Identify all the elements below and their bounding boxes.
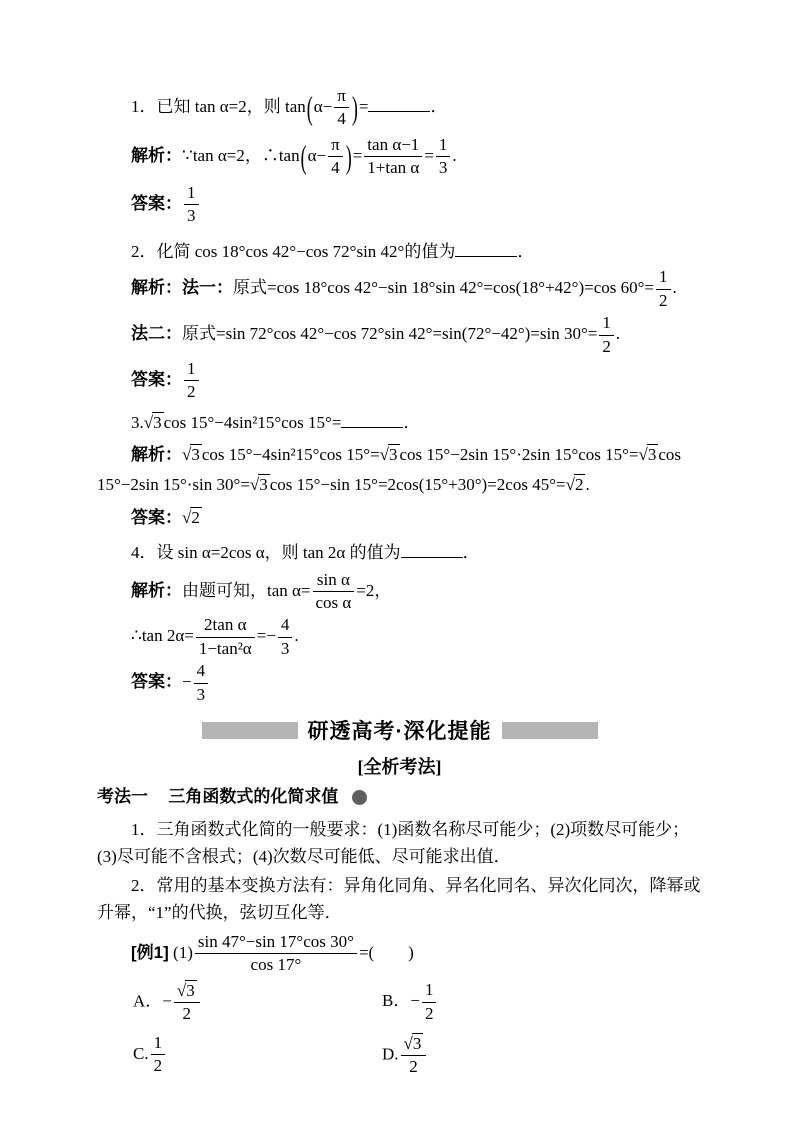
- option-a-label: A．−: [133, 991, 172, 1011]
- statement-text: 2．化简 cos 18°cos 42°−cos 72°sin 42°的值为: [131, 242, 456, 262]
- answer-label: 答案：: [131, 672, 182, 692]
- analysis-text: .: [672, 278, 677, 298]
- fraction: [278, 615, 293, 659]
- answer-label: 答案：: [131, 507, 182, 527]
- numerator: [174, 980, 200, 1003]
- statement-text: 4．设 sin α=2cos α，则 tan 2α 的值为: [131, 542, 401, 562]
- sqrt-sign: √: [249, 474, 260, 494]
- fraction: [174, 980, 200, 1025]
- answer-label: 答案：: [131, 369, 182, 389]
- option-b-label: B．−: [382, 991, 420, 1011]
- fraction: [422, 980, 437, 1024]
- fraction: [328, 135, 343, 179]
- fraction: [599, 313, 614, 357]
- sqrt-sign: √: [143, 412, 154, 432]
- denominator: cos 17°: [250, 955, 302, 975]
- sqrt-sign: √: [565, 474, 575, 494]
- analysis-text: =2，: [356, 580, 392, 600]
- analysis-label: 解析：: [131, 580, 182, 600]
- analysis-text: .: [585, 474, 590, 494]
- analysis-label: 解析：: [131, 145, 182, 165]
- problem-2-analysis-method-1: [97, 267, 702, 311]
- fraction: [436, 135, 451, 179]
- problem-4-analysis-line-2: [97, 615, 702, 659]
- statement-text: ．: [517, 242, 535, 262]
- fraction: [364, 135, 422, 179]
- problem-4-statement: [97, 539, 702, 566]
- denominator: 2: [187, 382, 196, 402]
- decorative-bar-right: [502, 722, 598, 739]
- method-1-label: 法一：: [182, 278, 233, 298]
- fraction: [184, 183, 199, 227]
- section-header: [97, 715, 702, 745]
- statement-text: 1．已知 tan α=2，则 tan: [131, 96, 306, 116]
- left-paren: (: [300, 138, 307, 175]
- problem-2-answer: [97, 359, 702, 403]
- denominator: 3: [280, 638, 290, 658]
- analysis-text: cos 15°−4sin²15°cos 15°=: [201, 444, 380, 464]
- numerator: 1: [656, 267, 671, 289]
- part-label: (1): [173, 942, 193, 962]
- option-d-label: D.: [382, 1043, 399, 1063]
- example-1-statement: [97, 932, 702, 976]
- radical: [144, 413, 164, 432]
- problem-1-answer: [97, 183, 702, 227]
- numerator: tan α−1: [364, 135, 422, 157]
- bullet-icon: [352, 790, 367, 805]
- denominator: 2: [409, 1056, 418, 1076]
- fraction: [313, 570, 355, 614]
- numerator: π: [334, 86, 349, 108]
- right-paren: ): [351, 89, 358, 126]
- radical: [177, 981, 197, 1000]
- numerator: 1: [599, 313, 614, 335]
- analysis-label: 解析：: [131, 444, 182, 464]
- numerator: 1: [151, 1033, 166, 1055]
- option-a: [133, 980, 382, 1025]
- sqrt-sign: √: [176, 980, 187, 1000]
- answer-blank: [401, 542, 463, 557]
- method-one-heading: [97, 783, 702, 810]
- option-c-label: C.: [133, 1043, 149, 1063]
- numerator: [401, 1033, 427, 1056]
- sqrt-sign: √: [403, 1033, 413, 1053]
- radicand: 3: [186, 980, 195, 1000]
- analysis-text: α−: [307, 145, 327, 165]
- left-paren: (: [306, 89, 313, 126]
- analysis-text: =: [352, 145, 363, 165]
- radical: [182, 445, 202, 464]
- decorative-bar-left: [202, 722, 298, 739]
- radical: [182, 508, 202, 527]
- statement-text: ．: [462, 542, 480, 562]
- statement-text: α−: [313, 96, 333, 116]
- method-one-label: 考法一: [97, 787, 148, 807]
- analysis-text: =−: [256, 626, 276, 646]
- statement-text: 3.: [131, 412, 144, 432]
- fraction: [151, 1033, 166, 1077]
- fraction: [194, 661, 209, 705]
- denominator: 2: [153, 1056, 163, 1076]
- statement-text: ．: [430, 96, 448, 116]
- denominator: 3: [438, 158, 448, 178]
- sqrt-sign: √: [638, 444, 648, 464]
- sqrt-sign: √: [379, 444, 390, 464]
- radical: [380, 445, 400, 464]
- numerator: 1: [422, 980, 437, 1002]
- numerator: sin 47°−sin 17°cos 30°: [195, 932, 357, 954]
- radicand: 3: [153, 412, 162, 432]
- denominator: 1+tan α: [367, 158, 420, 178]
- problem-4-answer: [97, 661, 702, 705]
- option-c: [133, 1033, 382, 1077]
- numerator: 1: [184, 183, 199, 205]
- example-1-label: [例1]: [131, 942, 169, 962]
- statement-text: =( ): [358, 942, 414, 962]
- analysis-text: .: [294, 626, 299, 646]
- radical: [566, 475, 586, 494]
- radicand: 3: [259, 474, 268, 494]
- method-2-label: 法二：: [131, 323, 182, 343]
- analysis-text: ∵tan α=2，∴tan: [182, 145, 300, 165]
- numerator: 1: [436, 135, 451, 157]
- section-header-title-right: 深化提能: [403, 720, 492, 744]
- sqrt-sign: √: [182, 444, 192, 464]
- denominator: 2: [602, 336, 611, 356]
- statement-text: =: [358, 96, 369, 116]
- problem-2-analysis-method-2: [97, 313, 702, 357]
- analysis-text: .: [452, 145, 457, 165]
- statement-text: cos 15°−4sin²15°cos 15°=: [163, 412, 342, 432]
- denominator: 2: [182, 1004, 192, 1024]
- fraction: [196, 615, 255, 659]
- numerator: 4: [278, 615, 293, 637]
- rule-paragraph-1: 1．三角函数式化简的一般要求：(1)函数名称尽可能少；(2)项数尽可能少；(3)尽可能不含根式；(4)次数尽可能低、尽可能求出值．: [97, 820, 690, 867]
- analysis-text: cos 15°−sin 15°=2cos(15°+30°)=2cos 45°=: [269, 474, 566, 494]
- analysis-text: 原式=sin 72°cos 42°−cos 72°sin 42°=sin(72°−42°)=sin 30°=: [182, 323, 598, 343]
- answer-blank: [341, 412, 403, 427]
- denominator: 4: [337, 109, 346, 129]
- section-header-dot: ·: [395, 720, 404, 744]
- numerator: 4: [194, 661, 209, 683]
- options-grid: [97, 980, 702, 1078]
- radicand: 2: [574, 474, 584, 494]
- analysis-text: 原式=cos 18°cos 42°−sin 18°sin 42°=cos(18°+42°)=cos 60°=: [233, 278, 655, 298]
- problem-1-statement: [97, 86, 702, 130]
- answer-blank: [368, 96, 430, 111]
- radicand: 2: [191, 507, 200, 527]
- problem-3-answer: [97, 504, 702, 531]
- problem-4-analysis-line-1: [97, 570, 702, 614]
- radical: [250, 475, 270, 494]
- statement-text: ．: [403, 412, 421, 432]
- numerator: sin α: [313, 570, 355, 592]
- option-d: [382, 1033, 438, 1078]
- analysis-text: cos 15°−2sin 15°·2sin 15°cos 15°=: [399, 444, 639, 464]
- radicand: 3: [389, 444, 398, 464]
- section-header-title-left: 研透高考: [307, 720, 396, 744]
- numerator: 1: [184, 359, 199, 381]
- section-header-title: [308, 715, 492, 745]
- analysis-text: cos 15°−2sin 15°·sin 30°=: [97, 444, 682, 494]
- fraction: [401, 1033, 427, 1078]
- radical: [639, 445, 659, 464]
- sqrt-sign: √: [182, 507, 192, 527]
- radicand: 3: [191, 444, 200, 464]
- denominator: 1−tan²α: [198, 638, 252, 658]
- radicand: 3: [647, 444, 657, 464]
- subsection-header: [全析考法]: [357, 757, 442, 778]
- answer-label: 答案：: [131, 193, 182, 213]
- radicand: 3: [412, 1033, 422, 1053]
- problem-1-analysis: [97, 135, 702, 179]
- analysis-label: 解析：: [131, 278, 182, 298]
- answer-text: −: [182, 672, 192, 692]
- denominator: 3: [196, 684, 206, 704]
- denominator: 4: [331, 158, 340, 178]
- problem-2-statement: [97, 238, 702, 265]
- denominator: 2: [659, 290, 668, 310]
- analysis-text: ∴tan 2α=: [131, 626, 194, 646]
- analysis-text: =: [424, 145, 434, 165]
- numerator: π: [328, 135, 343, 157]
- fraction: [334, 86, 349, 130]
- method-one-title: 三角函数式的化简求值: [168, 787, 339, 807]
- analysis-text: 由题可知，tan α=: [182, 580, 311, 600]
- radical: [404, 1034, 424, 1053]
- denominator: cos α: [315, 593, 352, 613]
- answer-blank: [455, 242, 517, 257]
- denominator: 3: [187, 205, 196, 225]
- problem-3-statement: [97, 409, 702, 436]
- rule-paragraph-2: 2．常用的基本变换方法有：异角化同角、异名化同名、异次化同次，降幂或升幂，“1”的代换，弦切互化等．: [97, 876, 701, 923]
- fraction: [184, 359, 199, 403]
- denominator: 2: [424, 1003, 434, 1023]
- fraction: [195, 932, 357, 976]
- analysis-text: .: [615, 323, 621, 343]
- problem-3-analysis: [97, 440, 702, 500]
- numerator: 2tan α: [196, 615, 255, 637]
- fraction: [656, 267, 671, 311]
- option-b: [382, 980, 438, 1024]
- right-paren: ): [345, 138, 352, 175]
